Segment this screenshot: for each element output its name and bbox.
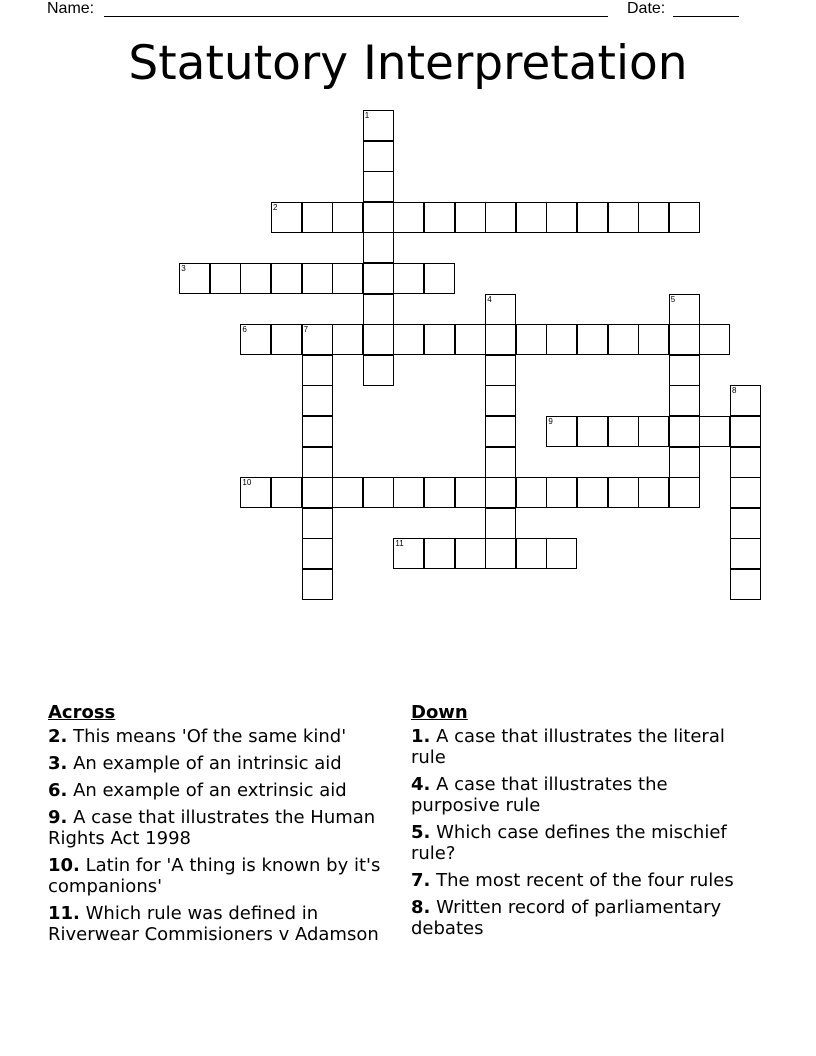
clue-text: An example of an extrinsic aid: [73, 780, 347, 801]
crossword-cell[interactable]: [608, 324, 639, 355]
crossword-cell[interactable]: [638, 416, 669, 447]
crossword-cell[interactable]: [302, 508, 333, 539]
clue-item: [411, 774, 741, 816]
crossword-cell[interactable]: [302, 385, 333, 416]
crossword-cell[interactable]: [669, 416, 700, 447]
down-clues: [411, 702, 741, 945]
across-heading: Across: [48, 702, 116, 723]
crossword-cell[interactable]: [546, 416, 577, 447]
crossword-cell[interactable]: [669, 355, 700, 386]
crossword-cell[interactable]: [363, 263, 394, 294]
crossword-cell[interactable]: [730, 477, 761, 508]
crossword-cell[interactable]: [730, 416, 761, 447]
cell-number: 6: [242, 325, 247, 335]
clue-item: [48, 726, 403, 747]
crossword-cell[interactable]: [546, 324, 577, 355]
crossword-cell[interactable]: [240, 324, 271, 355]
clue-item: [48, 903, 403, 945]
crossword-cell[interactable]: [363, 355, 394, 386]
clue-number: 2.: [48, 726, 68, 747]
crossword-cell[interactable]: [424, 324, 455, 355]
crossword-cell[interactable]: [302, 324, 333, 355]
clue-item: [48, 807, 403, 849]
crossword-cell[interactable]: [577, 416, 608, 447]
cell-number: 11: [395, 539, 404, 549]
crossword-cell[interactable]: [546, 477, 577, 508]
clue-item: [411, 870, 741, 891]
crossword-cell[interactable]: [424, 477, 455, 508]
crossword-cell[interactable]: [638, 324, 669, 355]
crossword-cell[interactable]: [302, 477, 333, 508]
crossword-cell[interactable]: [455, 477, 486, 508]
clue-number: 8.: [411, 897, 431, 918]
crossword-cell[interactable]: [455, 538, 486, 569]
clue-number: 11.: [48, 903, 80, 924]
crossword-cell[interactable]: [699, 416, 730, 447]
crossword-cell[interactable]: [730, 447, 761, 478]
crossword-cell[interactable]: [240, 477, 271, 508]
crossword-cell[interactable]: [332, 263, 363, 294]
clue-number: 6.: [48, 780, 68, 801]
clue-number: 3.: [48, 753, 68, 774]
crossword-cell[interactable]: [332, 477, 363, 508]
crossword-cell[interactable]: [608, 477, 639, 508]
crossword-cell[interactable]: [363, 110, 394, 141]
crossword-cell[interactable]: [271, 263, 302, 294]
crossword-cell[interactable]: [485, 447, 516, 478]
crossword-cell[interactable]: [332, 324, 363, 355]
crossword-cell[interactable]: [363, 141, 394, 172]
cell-number: 5: [670, 294, 676, 304]
crossword-cell[interactable]: [455, 202, 486, 233]
crossword-cell[interactable]: [485, 202, 516, 233]
clue-item: [411, 726, 741, 768]
crossword-cell[interactable]: [699, 324, 730, 355]
crossword-cell[interactable]: [363, 477, 394, 508]
down-heading: Down: [411, 702, 468, 723]
clue-item: [48, 855, 403, 897]
crossword-cell[interactable]: [730, 385, 761, 416]
crossword-cell[interactable]: [638, 477, 669, 508]
clue-text: An example of an intrinsic aid: [73, 753, 342, 774]
clue-text: The most recent of the four rules: [436, 870, 734, 891]
crossword-cell[interactable]: [669, 294, 700, 325]
clue-item: [48, 780, 403, 801]
cell-number: 8: [732, 386, 737, 396]
clue-text: Written record of parliamentary debates: [411, 897, 722, 939]
crossword-cell[interactable]: [455, 324, 486, 355]
cell-number: 7: [303, 325, 309, 335]
clue-number: 10.: [48, 855, 80, 876]
clue-text: A case that illustrates the literal rule: [411, 726, 725, 768]
crossword-cell[interactable]: [424, 538, 455, 569]
crossword-cell[interactable]: [546, 538, 577, 569]
crossword-cell[interactable]: [669, 324, 700, 355]
crossword-cell[interactable]: [485, 324, 516, 355]
cell-number: 3: [181, 264, 186, 273]
crossword-cell[interactable]: [546, 202, 577, 233]
clue-text: A case that illustrates the purposive rule: [411, 774, 668, 816]
across-clues: [48, 702, 403, 951]
crossword-cell[interactable]: [730, 569, 761, 600]
crossword-cell[interactable]: [363, 171, 394, 202]
crossword-cell[interactable]: [485, 416, 516, 447]
crossword-cell[interactable]: [516, 538, 547, 569]
crossword-cell[interactable]: [179, 263, 210, 294]
crossword-cell[interactable]: [271, 202, 302, 233]
crossword-cell[interactable]: [669, 385, 700, 416]
cell-number: 10: [242, 478, 252, 488]
clue-text: Which rule was defined in Riverwear Commisioners v Adamson: [48, 903, 379, 945]
crossword-cell[interactable]: [210, 263, 241, 294]
crossword-cell[interactable]: [669, 447, 700, 478]
crossword-cell[interactable]: [669, 477, 700, 508]
clue-item: [411, 897, 741, 939]
cell-number: 9: [548, 417, 553, 426]
clue-number: 9.: [48, 807, 68, 828]
crossword-cell[interactable]: [302, 569, 333, 600]
clue-number: 5.: [411, 822, 431, 843]
crossword-cell[interactable]: [302, 355, 333, 386]
crossword-cell[interactable]: [302, 447, 333, 478]
crossword-cell[interactable]: [485, 477, 516, 508]
crossword-cell[interactable]: [302, 263, 333, 294]
crossword-cell[interactable]: [730, 538, 761, 569]
name-label: Name:: [47, 0, 95, 17]
crossword-cell[interactable]: [485, 508, 516, 539]
crossword-cell[interactable]: [363, 232, 394, 263]
crossword-cell[interactable]: [424, 202, 455, 233]
crossword-cell[interactable]: [363, 294, 394, 325]
cell-number: 4: [487, 294, 492, 304]
clue-text: Which case defines the mischief rule?: [411, 822, 727, 864]
crossword-cell[interactable]: [393, 324, 424, 355]
clue-number: 4.: [411, 774, 431, 795]
crossword-cell[interactable]: [485, 294, 516, 325]
clue-text: A case that illustrates the Human Rights Act 1998: [48, 807, 376, 849]
clue-number: 7.: [411, 870, 431, 891]
crossword-cell[interactable]: [516, 324, 547, 355]
crossword-cell[interactable]: [271, 477, 302, 508]
crossword-cell[interactable]: [485, 355, 516, 386]
cell-number: 1: [364, 111, 370, 120]
crossword-cell[interactable]: [363, 324, 394, 355]
page-title: Statutory Interpretation: [128, 36, 688, 91]
crossword-cell[interactable]: [577, 202, 608, 233]
clue-text: This means 'Of the same kind': [73, 726, 347, 747]
crossword-cell[interactable]: [302, 416, 333, 447]
crossword-cell[interactable]: [332, 202, 363, 233]
crossword-cell[interactable]: [730, 508, 761, 539]
crossword-cell[interactable]: [669, 202, 700, 233]
crossword-cell[interactable]: [638, 202, 669, 233]
date-label: Date:: [627, 0, 666, 17]
crossword-cell[interactable]: [393, 202, 424, 233]
crossword-cell[interactable]: [516, 477, 547, 508]
crossword-cell[interactable]: [608, 202, 639, 233]
crossword-cell[interactable]: [302, 538, 333, 569]
crossword-cell[interactable]: [393, 477, 424, 508]
clue-item: [48, 753, 403, 774]
crossword-cell[interactable]: [393, 538, 424, 569]
crossword-cell[interactable]: [363, 202, 394, 233]
crossword-cell[interactable]: [271, 324, 302, 355]
clue-number: 1.: [411, 726, 431, 747]
crossword-cell[interactable]: [608, 416, 639, 447]
crossword-cell[interactable]: [577, 324, 608, 355]
crossword-cell[interactable]: [485, 538, 516, 569]
clue-item: [411, 822, 741, 864]
cell-number: 2: [273, 202, 278, 212]
crossword-cell[interactable]: [577, 477, 608, 508]
crossword-cell[interactable]: [485, 385, 516, 416]
crossword-cell[interactable]: [302, 202, 333, 233]
crossword-cell[interactable]: [240, 263, 271, 294]
clue-text: Latin for 'A thing is known by it's companions': [48, 855, 381, 897]
crossword-cell[interactable]: [424, 263, 455, 294]
crossword-cell[interactable]: [516, 202, 547, 233]
crossword-cell[interactable]: [393, 263, 424, 294]
